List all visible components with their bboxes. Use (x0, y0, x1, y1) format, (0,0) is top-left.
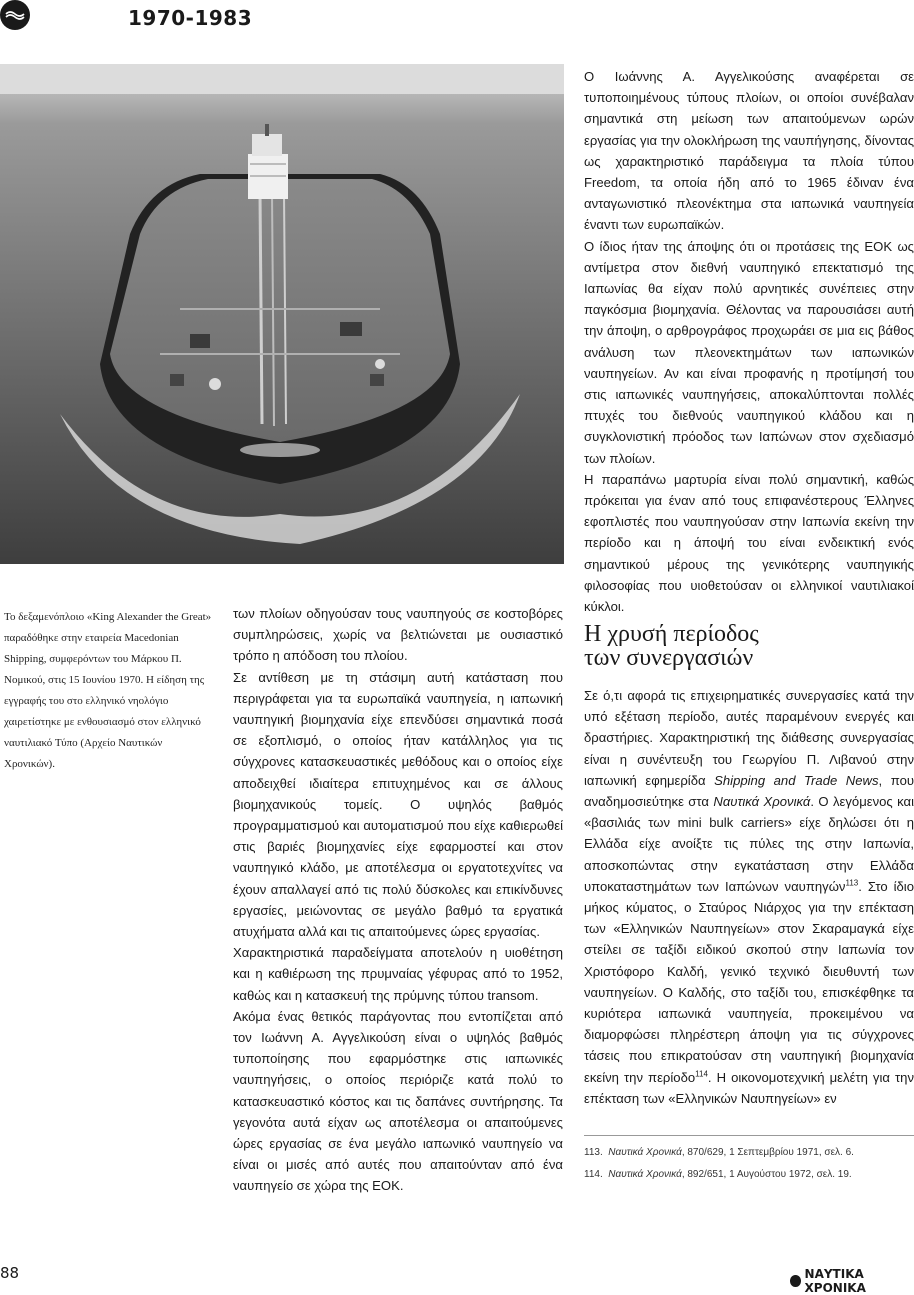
tanker-photo-illustration (0, 64, 564, 564)
body-paragraph: Η παραπάνω μαρτυρία είναι πολύ σημαντική, καθώς πρόκειται για έναν από τους επιφανέστερους Έλληνες εφοπλιστές που ναυπηγούσαν στην Ιαπωνία εκείνη την περίοδο και η άποψή του είναι ενδεικτική ενός σημαντικού μέρους της γενικότερης ναυπηγικής φιλοσοφίας που υιοθετούσαν οι ελληνικοί ναυτιλιακοί κύκλοι. (584, 471, 914, 615)
body-column-right-continued (584, 685, 914, 1109)
footnote-divider (584, 1135, 914, 1136)
body-paragraph: Ακόμα ένας θετικός παράγοντας που εντοπίζεται από τον Ιωάννη Α. Αγγελικούση είναι ο υψηλός βαθμός τυποποίησης που εφαρμόστηκε στις ιαπωνικές ναυπηγήσεις, ο οποίος περιόριζε κατά πολύ το κατασκευαστικό κόστος και τις δαπάνες συντήρησης. Τα γεγονότα αυτά είχαν ως αποτέλεσμα οι απαιτούμενες ώρες εργασίας σε ένα μεγάλο ιαπωνικό ναυπηγείο να είναι οι μισές από αυτές που απαιτούνταν από ένα ναυπηγείο σε χώρα της ΕΟΚ. (233, 1008, 563, 1194)
body-paragraph: Σε αντίθεση με τη στάσιμη αυτή κατάσταση που περιγράφεται για τα ευρωπαϊκά ναυπηγεία, η ιαπωνική ναυπηγική βιομηχανία είχε επενδύσει σημαντικά ποσά σε εξοπλισμό, ο οποίος ήταν κατάλληλος για τις σύγχρονες κατασκευαστικές μεθόδους και ο οποίος είχε αποδειχθεί ιδιαίτερα επιτυχημένος και σε άλλους βιομηχανικούς τομείς. Ο υψηλός βαθμός προγραμματισμού και αυτοματισμού που είχε καθιερωθεί στις βαριές βιομηχανίες είχε εφαρμοστεί και στον ναυπηγικό κλάδο, με αποτέλεσμα οι εργατοτεχνίτες να έχουν απαλλαγεί από τις πολύ δύσκολες και επικίνδυνες εργασίες, μειώνοντας σε μεγάλο βαθμό τα εργατικά ατυχήματα αλλά και τις απαιτούμενες ώρες εργασίας. (233, 669, 563, 940)
body-paragraph: Χαρακτηριστικά παραδείγματα αποτελούν η υιοθέτηση και η καθιέρωση της πρυμναίας γέφυρας από το 1952, καθώς και η κατασκευή της πρύμνης τύπου transom. (233, 945, 563, 1003)
body-paragraph: των πλοίων οδηγούσαν τους ναυπηγούς σε κοστοβόρες συμπληρώσεις, χωρίς να βελτιώνεται με ουσιαστικό τρόπο η απόδοση του πλοίου. (233, 606, 563, 664)
section-period-title: 1970-1983 (128, 6, 253, 30)
section-heading-line: των συνεργασιών (584, 645, 754, 671)
body-paragraph: Ο Ιωάννης Α. Αγγελικούσης αναφέρεται σε τυποποιημένους τύπους πλοίων, οι οποίοι συνέβαλαν σημαντικά στη μείωση των απαιτούμενων ωρών εργασίας για την ολοκλήρωση της ναυπήγησης, δίνοντας ως χαρακτηριστικό παράδειγμα τα πλοία τύπου Freedom, τα οποία ήδη από το 1965 έδιναν ένα ανταγωνιστικό πλεονέκτημα στα ιαπωνικά ναυπηγεία έναντι των ευρωπαϊκών. (584, 69, 914, 233)
body-paragraph: Σε ό,τι αφορά τις επιχειρηματικές συνεργασίες κατά την υπό εξέταση περίοδο, αυτές παραμένουν ενεργές και δραστήριες. Χαρακτηριστική της διάθεσης συνεργασίας είναι η συνέντευξη του Γεωργίου Π. Λιβανού στην ιαπωνική εφημερίδα Shipping and Trade News, που αναδημοσιεύτηκε στα Ναυτικά Χρονικά. Ο λεγόμενος και «βασιλιάς των mini bulk carriers» είχε δηλώσει ότι η Ελλάδα είχε ανοίξτε τις πύλες της στην Ιαπωνία, αποσκοπώντας στην εγκατάσταση στην Ελλάδα υποκαταστημάτων των Ιαπώνων ναυπηγών$^{113}$. Στο ίδιο μήκος κύματος, ο Σταύρος Νιάρχος για την επέκταση των «Ελληνικών Ναυπηγείων» στον Σκαραμαγκά είχε στείλει σε ταξίδι ειδικού σκοπού στην Ιαπωνία τον Χριστόφορο Καλδή, γενικό τεχνικό διευθυντή των ναυπηγείων. Ο Καλδής, στο ταξίδι του, επισκέφθηκε τα κυριότερα ιαπωνικά ναυπηγεία, προκειμένου να διαμορφώσει πληρέστερη άποψη για τις σύγχρονες τάσεις που επικρατούσαν στη ναυπηγική βιομηχανία εκείνη την περίοδο$^{114}$. Η οικονομοτεχνική μελέτη για την επέκταση των «Ελληνικών Ναυπηγείων» εν (584, 688, 914, 1106)
body-paragraph: Ο ίδιος ήταν της άποψης ότι οι προτάσεις της ΕΟΚ ως αντίμετρα στον διεθνή ναυπηγικό επεκτατισμό της Ιαπωνίας θα είχαν πολύ αρνητικές συνέπειες στην παγκόσμια βιομηχανία. Θέλοντας να παρουσιάσει αυτή την άποψη, ο αρθρογράφος προχωράει σε μια εις βάθος ανάλυση των πλεονεκτημάτων των ιαπωνικών ναυπηγείων. Αν και είναι προφανής η προτίμησή του στις ιαπωνικές ναυπηγήσεις, αποκαλύπτονται πολλές πτυχές του διεθνούς ναυπηγικού κλάδου και η συγκλονιστική πρόοδος των Ιαπώνων στον σχεδιασμό των πλοίων. (584, 238, 914, 466)
page-number: 88 (0, 1264, 20, 1282)
publication-logo-icon (0, 0, 30, 30)
publication-title: Shipping and Trade News (714, 772, 879, 788)
section-heading (584, 622, 914, 670)
brand-name: ΝΑΥΤΙΚΑ ΧΡΟΝΙΚΑ (804, 1267, 866, 1295)
body-column-middle (233, 603, 563, 1197)
footnotes (584, 1142, 914, 1186)
wave-logo-icon (790, 1275, 801, 1287)
footnote-item: 113. Ναυτικά Χρονικά, 870/629, 1 Σεπτεμβρίου 1971, σελ. 6. (584, 1147, 854, 1158)
wave-logo-icon (5, 9, 25, 21)
footnote-ref[interactable]: 113 (845, 878, 859, 888)
body-column-right (584, 66, 914, 617)
photo-caption: Το δεξαμενόπλοιο «King Alexander the Great» παραδόθηκε στην εταιρεία Macedonian Shipping, συμφερόντων του Μάρκου Π. Νομικού, στις 15 Ιουνίου 1970. Η είδηση της εγγραφής του στο ελληνικό νηολόγιο χαιρετίστηκε με ενθουσιασμό στον ελληνικό ναυτιλιακό Τύπο (Αρχείο Ναυτικών Χρονικών). (4, 611, 212, 770)
publication-title: Ναυτικά Χρονικά (713, 794, 811, 810)
tanker-photo (0, 64, 564, 564)
footnote-item: 114. Ναυτικά Χρονικά, 892/651, 1 Αυγούστου 1972, σελ. 19. (584, 1169, 852, 1180)
footnote-ref[interactable]: 114 (695, 1069, 708, 1079)
section-heading-line: Η χρυσή περίοδος (584, 621, 759, 647)
